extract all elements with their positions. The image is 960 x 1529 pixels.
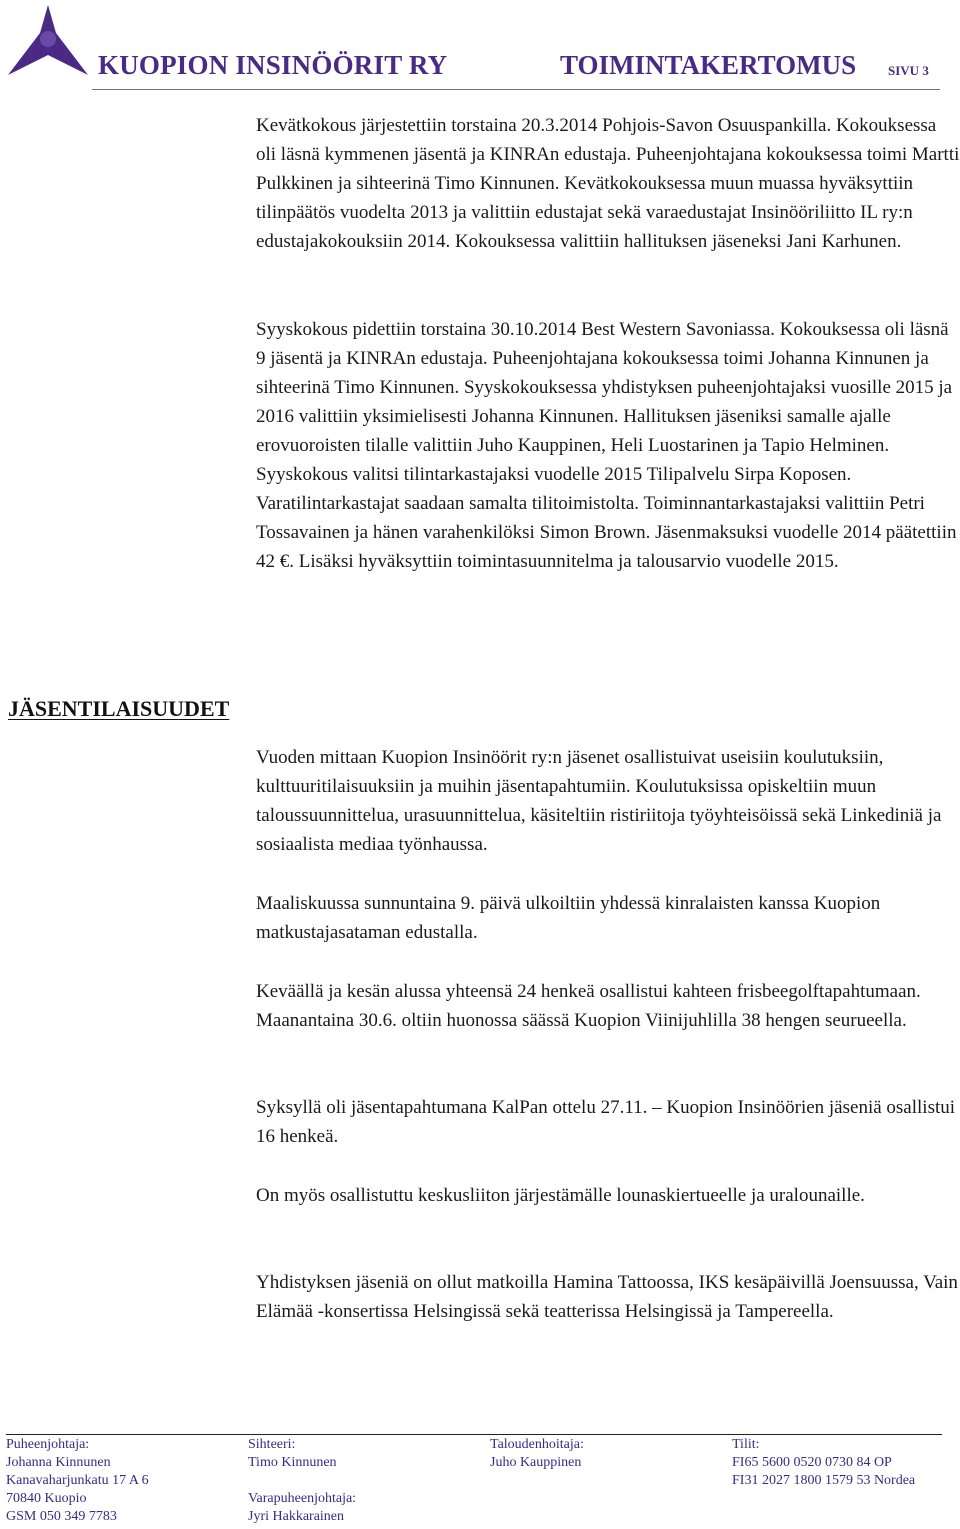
paragraph-autumn-meeting: Syyskokous pidettiin torstaina 30.10.2014 Best Western Savoniassa. Kokouksessa oli läsnä 9 jäsentä ja KINRAn edustaja. Puheenjohtajana kokouksessa toimi Johanna Kinnunen ja sihteerinä Timo Kinnunen. Syyskokouksessa yhdistyksen puheenjohtajaksi vuosille 2015 ja 2016 valittiin yksimielisesti Johanna Kinnunen. Hallituksen jäseniksi samalle ajalle erovuoroisten tilalle valittiin Juho Kauppinen, Heli Luostarinen ja Tapio Helminen. Syyskokous valitsi tilintarkastajaksi vuodelle 2015 Tilipalvelu Sirpa Koposen. Varatilintarkastajat saadaan samalta tilitoimistolta. Toiminnantarkastajaksi valittiin Petri Tossavainen ja hänen varahenkilöksi Simon Brown. Jäsenmaksuksi vuodelle 2014 päätettiin 42 €. Lisäksi hyväksyttiin toimintasuunnitelma ja talousarvio vuodelle 2015. xyxy=(256,319,957,572)
page-header xyxy=(0,0,960,95)
paragraph-kalpa-game: Syksyllä oli jäsentapahtumana KalPan ottelu 27.11. – Kuopion Insinöörien jäseniä osallistui 16 henkeä. xyxy=(256,1097,956,1147)
organization-name: KUOPION INSINÖÖRIT RY xyxy=(98,50,448,80)
document-title: TOIMINTAKERTOMUS xyxy=(560,50,857,80)
paragraph-trips: Yhdistyksen jäseniä on ollut matkoilla Hamina Tattoossa, IKS kesäpäivillä Joensuussa, Vain Elämää -konsertissa Helsingissä sekä teatterissa Helsingissä ja Tampereella. xyxy=(256,1272,958,1322)
paragraph-lunch-tour: On myös osallistuttu keskusliiton järjestämälle lounaskiertueelle ja uralounaille. xyxy=(256,1185,865,1206)
star-emblem-icon xyxy=(6,3,90,79)
footer-chair-column: Puheenjohtaja: Johanna Kinnunen Kanavaharjunkatu 17 A 6 70840 Kuopio GSM 050 349 7783 xyxy=(6,1437,149,1524)
paragraph-march-outing: Maaliskuussa sunnuntaina 9. päivä ulkoiltiin yhdessä kinralaisten kanssa Kuopion matkustajasataman edustalla. xyxy=(256,893,881,943)
paragraph-frisbeegolf: Keväällä ja kesän alussa yhteensä 24 henkeä osallistui kahteen frisbeegolftapahtumaan. Maanantaina 30.6. oltiin huonossa säässä Kuopion Viinijuhlilla 38 hengen seurueella. xyxy=(256,981,921,1031)
paragraph-events-intro: Vuoden mittaan Kuopion Insinöörit ry:n jäsenet osallistuivat useisiin koulutuksiin, kulttuuritilaisuuksiin ja muihin jäsentapahtumiin. Koulutuksissa opiskeltiin muun taloussuunnittelua, urasuunnittelua, käsiteltiin ristiriitoja työyhteisöissä sekä Linkediniä ja sosiaalista mediaa työnhaussa. xyxy=(256,747,942,855)
footer-accounts-column: Tilit: FI65 5600 0520 0730 84 OP FI31 2027 1800 1579 53 Nordea xyxy=(732,1437,916,1488)
paragraph-spring-meeting: Kevätkokous järjestettiin torstaina 20.3.2014 Pohjois-Savon Osuuspankilla. Kokouksessa oli läsnä kymmenen jäsentä ja KINRAn edustaja. Puheenjohtajana kokouksessa toimi Martti Pulkkinen ja sihteerinä Timo Kinnunen. Kevätkokouksessa muun muassa hyväksyttiin tilinpäätös vuodelta 2013 ja valittiin edustajat sekä varaedustajat Insinööriliitto IL ry:n edustajakokouksiin 2014. Kokouksessa valittiin hallituksen jäseneksi Jani Karhunen. xyxy=(256,115,960,252)
section-heading: JÄSENTILAISUUDET xyxy=(8,696,230,721)
header-divider xyxy=(92,89,940,90)
footer-secretary-column: Sihteeri: Timo Kinnunen Varapuheenjohtaja: Jyri Hakkarainen xyxy=(248,1437,357,1524)
footer-divider xyxy=(6,1434,942,1435)
page-number: SIVU 3 xyxy=(888,63,929,78)
footer-treasurer-column: Taloudenhoitaja: Juho Kauppinen xyxy=(490,1437,584,1470)
